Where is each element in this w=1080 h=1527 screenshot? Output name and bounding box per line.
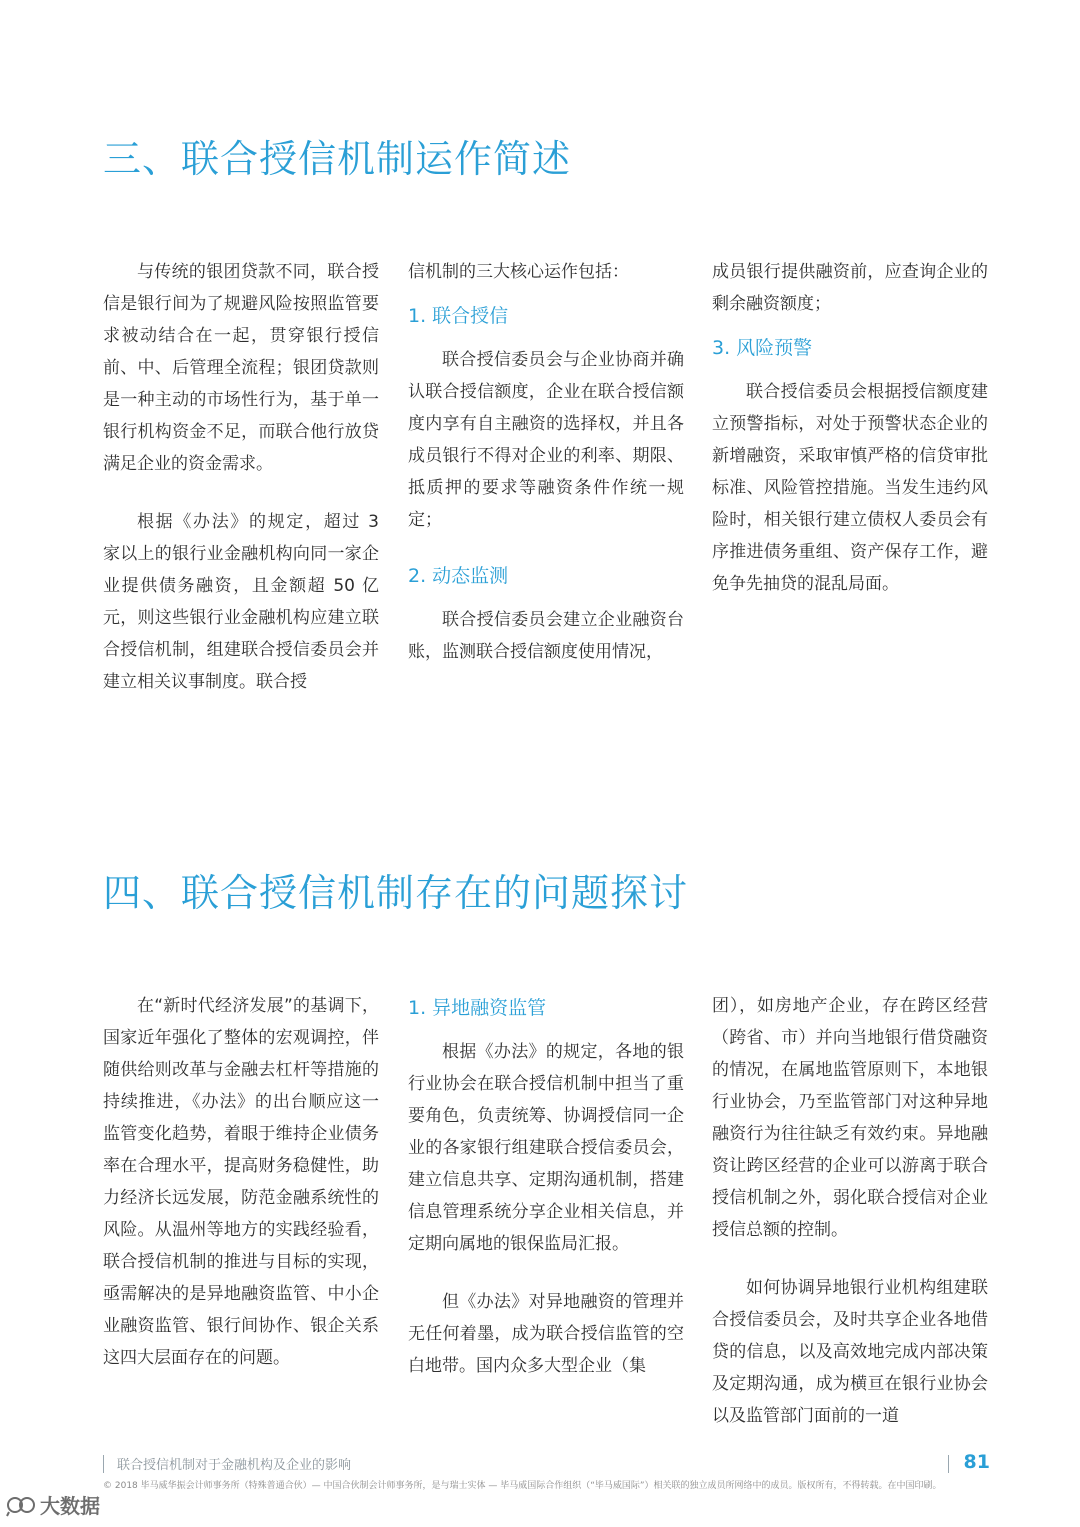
paragraph: 根据《办法》的规定，超过 3 家以上的银行业金融机构向同一家企业提供债务融资，且金额超 50 亿元，则这些银行业金融机构应建立联合授信机制，组建联合授信委员会并建立相关议事制度。联合授: [103, 512, 379, 692]
watermark-logo-icon: [6, 1493, 36, 1517]
section-3-column-2: [408, 256, 684, 694]
watermark-text: 大数据: [40, 1494, 100, 1518]
paragraph: 在“新时代经济发展”的基调下，国家近年强化了整体的宏观调控，伴随供给则改革与金融去杠杆等措施的持续推进，《办法》的出台顺应这一监管变化趋势，着眼于维持企业债务率在合理水平，提高财务稳健性，助力经济长远发展，防范金融系统性的风险。从温州等地方的实践经验看，联合授信机制的推进与目标的实现，亟需解决的是异地融资监管、中小企业融资监管、银行间协作、银企关系这四大层面存在的问题。: [103, 996, 379, 1368]
section-3-column-3: [712, 256, 988, 626]
paragraph: 与传统的银团贷款不同，联合授信是银行间为了规避风险按照监管要求被动结合在一起，贯穿银行授信前、中、后管理全流程；银团贷款则是一种主动的市场性行为，基于单一银行机构资金不足，而联合他行放贷满足企业的资金需求。: [103, 262, 379, 474]
paragraph: 联合授信委员会根据授信额度建立预警指标，对处于预警状态企业的新增融资，采取审慎严格的信贷审批标准、风险管控措施。当发生违约风险时，相关银行建立债权人委员会有序推进债务重组、资产保存工作，避免争先抽贷的混乱局面。: [712, 382, 988, 594]
page-number: 81: [963, 1451, 990, 1473]
footer: [103, 1453, 990, 1475]
subheading-dynamic-monitoring: 2. 动态监测: [408, 565, 509, 587]
paragraph: 联合授信委员会与企业协商并确认联合授信额度，企业在联合授信额度内享有自主融资的选择权，并且各成员银行不得对企业的利率、期限、抵质押的要求等融资条件作统一规定；: [408, 350, 684, 530]
subheading-risk-warning: 3. 风险预警: [712, 337, 813, 359]
watermark: [6, 1490, 100, 1519]
section-4-title: 四、联合授信机制存在的问题探讨: [103, 871, 689, 915]
paragraph: 如何协调异地银行业机构组建联合授信委员会，及时共享企业各地借贷的信息，以及高效地完成内部决策及定期沟通，成为横亘在银行业协会以及监管部门面前的一道: [712, 1278, 988, 1426]
subheading-joint-credit: 1. 联合授信: [408, 305, 509, 327]
section-4-column-3: [712, 990, 988, 1458]
section-4-column-1: [103, 990, 379, 1400]
footer-divider: [948, 1455, 949, 1473]
section-3-title: 三、联合授信机制运作简述: [103, 137, 572, 181]
footer-divider: [103, 1455, 104, 1473]
paragraph: 但《办法》对异地融资的管理并无任何着墨，成为联合授信监管的空白地带。国内众多大型企业（集: [408, 1292, 684, 1376]
section-4-column-2: [408, 994, 684, 1408]
paragraph: 成员银行提供融资前，应查询企业的剩余融资额度；: [712, 262, 988, 314]
footer-title: 联合授信机制对于金融机构及企业的影响: [117, 1458, 352, 1473]
paragraph: 信机制的三大核心运作包括：: [408, 262, 629, 282]
section-3-column-1: [103, 256, 379, 724]
paragraph: 团），如房地产企业，存在跨区经营（跨省、市）并向当地银行借贷融资的情况，在属地监管原则下，本地银行业协会，乃至监管部门对这种异地融资行为往往缺乏有效约束。异地融资让跨区经营的企业可以游离于联合授信机制之外，弱化联合授信对企业授信总额的控制。: [712, 996, 988, 1240]
copyright-notice: © 2018 毕马威华振会计师事务所（特殊普通合伙）— 中国合伙制会计师事务所，是与瑞士实体 — 毕马威国际合作组织（“毕马威国际”）相关联的独立成员所网络中的成员。版权所有，不得转载。在中国印刷。: [103, 1481, 942, 1491]
paragraph: 根据《办法》的规定，各地的银行业协会在联合授信机制中担当了重要角色，负责统筹、协调授信同一企业的各家银行组建联合授信委员会，建立信息共享、定期沟通机制，搭建信息管理系统分享企业相关信息，并定期向属地的银保监局汇报。: [408, 1042, 684, 1254]
subheading-remote-financing: 1. 异地融资监管: [408, 997, 547, 1019]
paragraph: 联合授信委员会建立企业融资台账，监测联合授信额度使用情况，: [408, 610, 684, 662]
